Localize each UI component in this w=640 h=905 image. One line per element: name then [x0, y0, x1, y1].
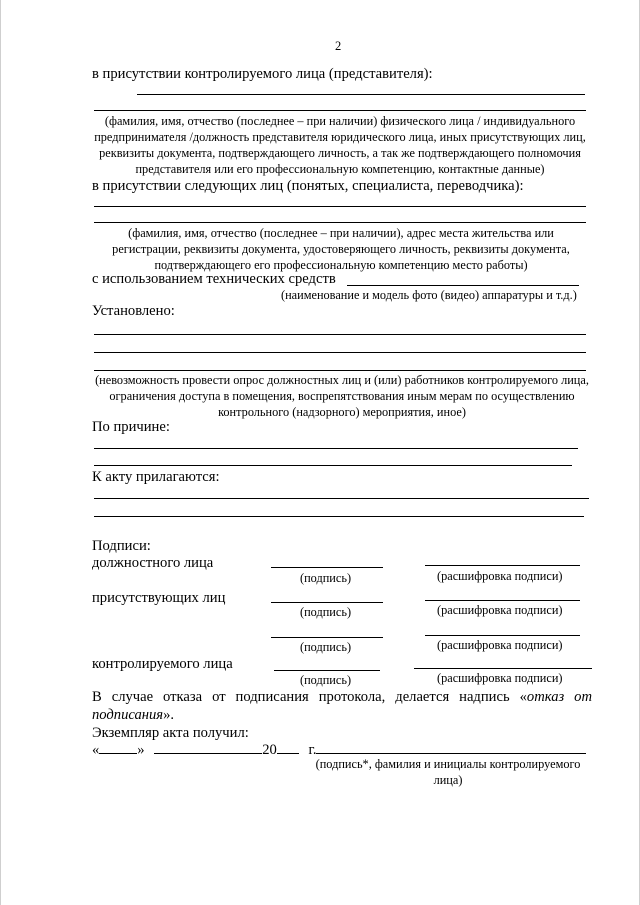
signature-line [271, 637, 383, 638]
refusal-text: В случае отказа от подписания протокола, делается надпись « [92, 689, 527, 705]
receiver-signature-line[interactable] [316, 753, 586, 754]
refusal-note-line2 [92, 707, 174, 724]
established-caption: (невозможность провести опрос должностных лиц и (или) работников контролируемого лица, ограничения доступа в помещения, воспрепятствования иным мерам по осуществлению контрольного (надзорного) мероприятия, иное) [95, 373, 589, 419]
page-number: 2 [335, 39, 342, 53]
decoding-line [425, 565, 580, 566]
fill-line [137, 94, 585, 95]
decoding-line [425, 635, 580, 636]
fill-line [94, 465, 572, 466]
month-field[interactable] [154, 741, 262, 754]
date-open-quote: « [92, 742, 100, 758]
signature-caption: (подпись) [300, 605, 352, 619]
fill-line [94, 352, 586, 353]
decoding-caption: (расшифровка подписи) [437, 569, 563, 583]
signatures-heading: Подписи: [92, 538, 151, 554]
fill-line [94, 222, 586, 223]
controlled-person-heading: в присутствии контролируемого лица (представителя): [92, 66, 433, 82]
fill-line [94, 334, 586, 335]
fill-line [94, 110, 586, 111]
signature-caption: (подпись) [300, 571, 352, 585]
refusal-note-line1 [92, 688, 592, 707]
refusal-italic-end: подписания [92, 707, 164, 723]
present-signature-label: присутствующих лиц [92, 590, 226, 606]
controlled-person-caption: (фамилия, имя, отчество (последнее – при наличии) физического лица / индивидуального предпринимателя /должность представителя юридического лица, иных присутствующих лиц, реквизиты документа, подтверждающего личность, а так же подтверждающего полномочия представителя или его профессиональную компетенцию, контактные данные) [94, 114, 586, 176]
decoding-line [414, 668, 592, 669]
official-signature-label: должностного лица [92, 555, 214, 571]
decoding-caption: (расшифровка подписи) [437, 671, 563, 685]
decoding-caption: (расшифровка подписи) [437, 603, 563, 617]
technical-means-label: с использованием технических средств [92, 271, 336, 287]
fill-line [94, 498, 589, 499]
signature-caption: (подпись) [300, 673, 352, 687]
established-label: Установлено: [92, 303, 175, 319]
signature-caption: (подпись) [300, 640, 352, 654]
day-field[interactable] [99, 741, 137, 754]
refusal-italic-start: отказ от [526, 689, 592, 705]
signature-line [274, 670, 380, 671]
signature-line [271, 602, 383, 603]
fill-line [347, 285, 579, 286]
receiver-caption: (подпись*, фамилия и инициалы контролируемого лица) [315, 757, 581, 787]
year-field[interactable] [277, 741, 299, 754]
witnesses-heading: в присутствии следующих лиц (понятых, специалиста, переводчика): [92, 178, 524, 194]
receipt-date-line [92, 741, 317, 759]
attachments-label: К акту прилагаются: [92, 469, 220, 485]
fill-line [94, 370, 586, 371]
technical-means-caption: (наименование и модель фото (видео) аппаратуры и т.д.) [281, 288, 577, 302]
refusal-end: ». [163, 707, 175, 723]
copy-received-label: Экземпляр акта получил: [92, 725, 249, 741]
year-prefix: 20 [262, 742, 277, 758]
decoding-line [425, 600, 580, 601]
fill-line [94, 448, 578, 449]
fill-line [94, 516, 584, 517]
fill-line [94, 206, 586, 207]
date-close-quote: » [137, 742, 145, 758]
signature-line [271, 567, 383, 568]
witnesses-caption: (фамилия, имя, отчество (последнее – при наличии), адрес места жительства или регистрации, реквизиты документа, удостоверяющего личность, реквизиты документа, подтверждающего его профессиональную компетенцию место работы) [112, 226, 570, 272]
decoding-caption: (расшифровка подписи) [437, 638, 563, 652]
year-suffix: г. [308, 742, 317, 758]
controlled-signature-label: контролируемого лица [92, 656, 233, 672]
reason-label: По причине: [92, 419, 170, 435]
